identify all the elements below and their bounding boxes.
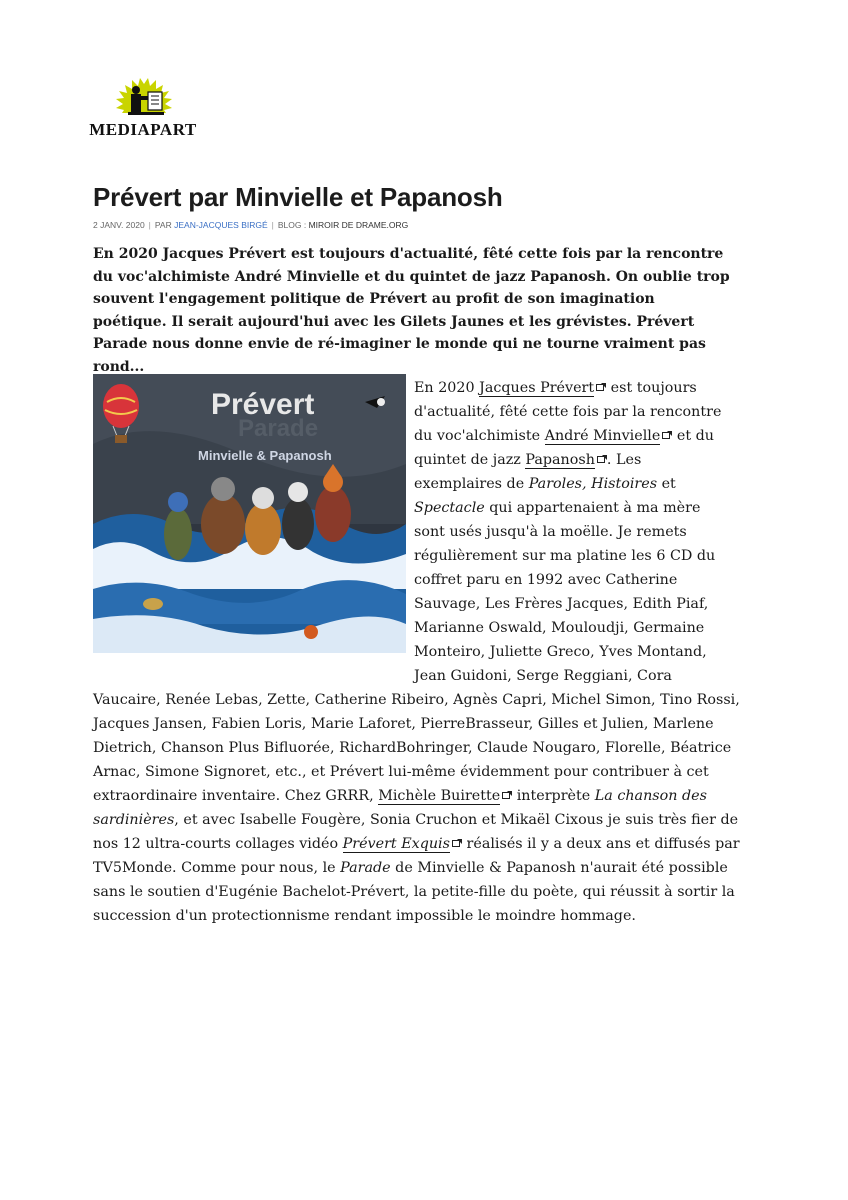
article-lede: En 2020 Jacques Prévert est toujours d'actualité, fêté cette fois par la rencontre du voc'alchimiste André Minvielle et du quintet de jazz Papanosh. On oublie trop souvent l'engagement politique de Prévert au profit de son imagination poétique. Il serait aujourd'hui avec les Gilets Jaunes et les grévistes. Prévert Parade nous donne envie de ré-imaginer le monde qui ne tourne vraiment pas rond... (93, 246, 730, 375)
blog-link[interactable]: MIROIR DE DRAME.ORG (308, 220, 409, 230)
body-line-14: Vaucaire, Renée Lebas, Zette, Catherine Ribeiro, Agnès Capri, Michel Simon, Tino Rossi, (93, 692, 740, 708)
mediapart-logo[interactable] (84, 76, 202, 140)
external-link-icon (596, 383, 606, 391)
body-line-8: régulièrement sur ma platine les 6 CD du (414, 548, 716, 564)
body-line-13: Jean Guidoni, Serge Reggiani, Cora (414, 668, 672, 684)
author-link[interactable]: JEAN-JACQUES BIRGÉ (174, 220, 268, 230)
body-line-3: du voc'alchimiste André Minvielle et du (414, 428, 714, 444)
body-line-20: nos 12 ultra-courts collages vidéo Prévert Exquis réalisés il y a deux ans et diffusés par (93, 836, 740, 852)
link-jacques-prevert[interactable]: Jacques Prévert (479, 380, 595, 396)
article-title: Prévert par Minvielle et Papanosh (93, 182, 503, 212)
body-line-21: TV5Monde. Comme pour nous, le Parade de Minvielle & Papanosh n'aurait été possible (93, 860, 728, 876)
external-link-icon (597, 455, 607, 463)
blog-label: BLOG : (277, 220, 307, 230)
body-line-4: quintet de jazz Papanosh . Les (414, 452, 642, 468)
body-line-2: d'actualité, fêté cette fois par la rencontre (414, 404, 722, 420)
mediapart-logo-icon (106, 76, 182, 120)
body-line-23: succession d'un protectionnisme rendant impossible le moindre hommage. (93, 908, 636, 924)
cover-subtitle: Minvielle & Papanosh (198, 448, 332, 463)
body-line-7: sont usés jusqu'à la moëlle. Je remets (414, 524, 687, 540)
link-michele-buirette[interactable]: Michèle Buirette (378, 788, 501, 804)
article-meta: 2 JANV. 2020 | PAR JEAN-JACQUES BIRGÉ | BLOG : MIROIR DE DRAME.ORG (93, 220, 409, 230)
body-line-16: Dietrich, Chanson Plus Bifluorée, RichardBohringer, Claude Nougaro, Florelle, Béatrice (93, 740, 732, 756)
body-line-18: extraordinaire inventaire. Chez GRRR, Michèle Buirette interprète La chanson des (93, 788, 707, 804)
body-line-19: sardinières, et avec Isabelle Fougère, Sonia Cruchon et Mikaël Cixous je suis très fier de (93, 812, 739, 828)
external-link-icon (502, 791, 512, 799)
body-line-6: Spectacle qui appartenaient à ma mère (414, 500, 701, 516)
body-line-11: Marianne Oswald, Mouloudji, Germaine (414, 620, 705, 636)
body-line-9: coffret paru en 1992 avec Catherine (414, 572, 678, 588)
mediapart-wordmark: MEDIAPART (89, 120, 197, 139)
external-link-icon (452, 839, 462, 847)
article-date: 2 JANV. 2020 (93, 220, 145, 230)
cover-title-line2: Parade (238, 415, 319, 442)
link-prevert-exquis[interactable]: Prévert Exquis (342, 836, 450, 852)
body-line-22: sans le soutien d'Eugénie Bachelot-Prévert, la petite-fille du poète, qui réussit à sortir la (93, 884, 735, 900)
cover-title-line1: Prévert (211, 388, 315, 421)
external-link-icon (662, 431, 672, 439)
body-line-17: Arnac, Simone Signoret, etc., et Prévert lui-même évidemment pour contribuer à cet (93, 764, 709, 780)
body-line-1: En 2020 Jacques Prévert est toujours (414, 380, 697, 396)
album-cover-image (93, 374, 406, 653)
byline-prefix: PAR (154, 220, 172, 230)
link-papanosh[interactable]: Papanosh (525, 452, 595, 468)
link-andre-minvielle[interactable]: André Minvielle (544, 428, 661, 444)
body-line-10: Sauvage, Les Frères Jacques, Edith Piaf, (414, 596, 709, 612)
body-line-12: Monteiro, Juliette Greco, Yves Montand, (414, 644, 707, 660)
body-line-5: exemplaires de Paroles, Histoires et (414, 476, 676, 492)
body-line-15: Jacques Jansen, Fabien Loris, Marie Laforet, PierreBrasseur, Gilles et Julien, Marlene (93, 716, 714, 732)
